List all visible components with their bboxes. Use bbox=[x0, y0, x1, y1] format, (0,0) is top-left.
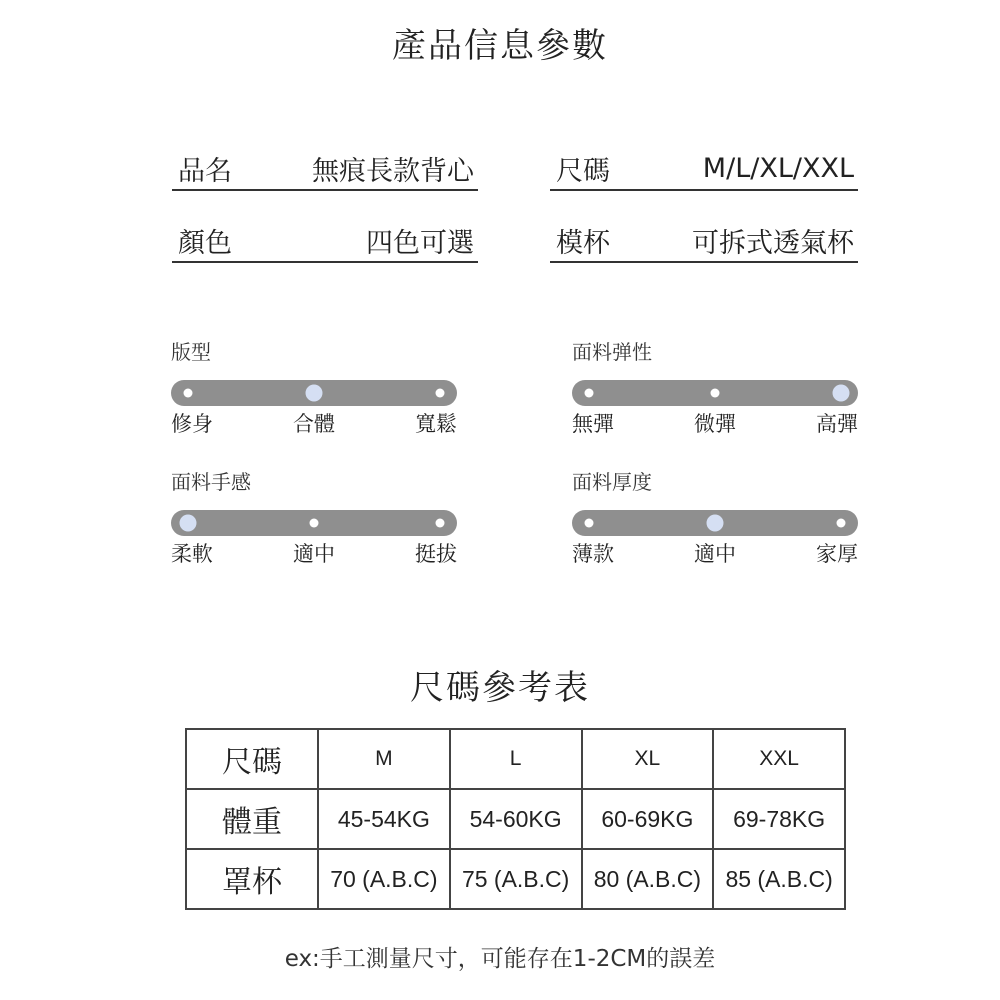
table-cell: 體重 bbox=[186, 789, 318, 849]
table-cell: XL bbox=[582, 729, 714, 789]
size-chart-table bbox=[185, 728, 846, 910]
table-cell: 75 (A.B.C) bbox=[450, 849, 582, 909]
measurement-note: ex:手工測量尺寸，可能存在1-2CM的誤差 bbox=[284, 946, 716, 972]
scale-dot bbox=[836, 519, 845, 528]
table-cell: 罩杯 bbox=[186, 849, 318, 909]
selected-dot bbox=[832, 385, 849, 402]
info-row-cup bbox=[550, 219, 858, 263]
table-cell: 尺碼 bbox=[186, 729, 318, 789]
tick-label: 高彈 bbox=[816, 412, 858, 436]
table-cell: 85 (A.B.C) bbox=[713, 849, 845, 909]
info-row-size bbox=[550, 147, 858, 191]
table-cell: 60-69KG bbox=[582, 789, 714, 849]
size-chart-title: 尺碼參考表 bbox=[410, 668, 590, 708]
tick-label: 微彈 bbox=[694, 412, 736, 436]
tick-label: 家厚 bbox=[816, 542, 858, 566]
tick-label: 適中 bbox=[694, 542, 736, 566]
selected-dot bbox=[707, 515, 724, 532]
tick-label: 挺拔 bbox=[415, 542, 457, 566]
scale-dot bbox=[585, 519, 594, 528]
table-cell: 80 (A.B.C) bbox=[582, 849, 714, 909]
tick-label: 薄款 bbox=[572, 542, 614, 566]
table-cell: 70 (A.B.C) bbox=[318, 849, 450, 909]
scale-dot bbox=[184, 389, 193, 398]
rating-fit bbox=[171, 336, 457, 438]
scale-dot bbox=[711, 389, 720, 398]
rating-label: 版型 bbox=[171, 340, 211, 364]
rating-label: 面料弹性 bbox=[572, 340, 652, 364]
rating-bar bbox=[572, 510, 858, 536]
scale-dot bbox=[310, 519, 319, 528]
rating-thickness bbox=[572, 466, 858, 568]
table-row bbox=[186, 789, 845, 849]
info-value: 四色可選 bbox=[366, 227, 474, 259]
table-row bbox=[186, 849, 845, 909]
scale-dot bbox=[585, 389, 594, 398]
info-value: M/L/XL/XXL bbox=[702, 152, 854, 184]
rating-bar bbox=[171, 380, 457, 406]
info-value: 無痕長款背心 bbox=[312, 155, 474, 187]
rating-bar bbox=[572, 380, 858, 406]
tick-label: 柔軟 bbox=[171, 542, 213, 566]
tick-label: 無彈 bbox=[572, 412, 614, 436]
rating-elasticity bbox=[572, 336, 858, 438]
info-label: 顏色 bbox=[178, 227, 232, 259]
info-label: 模杯 bbox=[556, 227, 610, 259]
table-cell: 54-60KG bbox=[450, 789, 582, 849]
tick-label: 修身 bbox=[171, 412, 213, 436]
table-cell: M bbox=[318, 729, 450, 789]
page-title: 產品信息參數 bbox=[392, 26, 608, 66]
table-cell: 69-78KG bbox=[713, 789, 845, 849]
info-row-name bbox=[172, 147, 478, 191]
tick-label: 適中 bbox=[293, 542, 335, 566]
table-row bbox=[186, 729, 845, 789]
rating-label: 面料厚度 bbox=[572, 470, 652, 494]
rating-label: 面料手感 bbox=[171, 470, 251, 494]
rating-feel bbox=[171, 466, 457, 568]
rating-bar bbox=[171, 510, 457, 536]
table-cell: L bbox=[450, 729, 582, 789]
scale-dot bbox=[435, 389, 444, 398]
tick-label: 寬鬆 bbox=[415, 412, 457, 436]
scale-dot bbox=[435, 519, 444, 528]
tick-label: 合體 bbox=[293, 412, 335, 436]
info-label: 品名 bbox=[178, 155, 232, 187]
info-value: 可拆式透氣杯 bbox=[692, 227, 854, 259]
info-label: 尺碼 bbox=[556, 155, 610, 187]
selected-dot bbox=[180, 515, 197, 532]
table-cell: 45-54KG bbox=[318, 789, 450, 849]
info-row-color bbox=[172, 219, 478, 263]
table-cell: XXL bbox=[713, 729, 845, 789]
selected-dot bbox=[306, 385, 323, 402]
